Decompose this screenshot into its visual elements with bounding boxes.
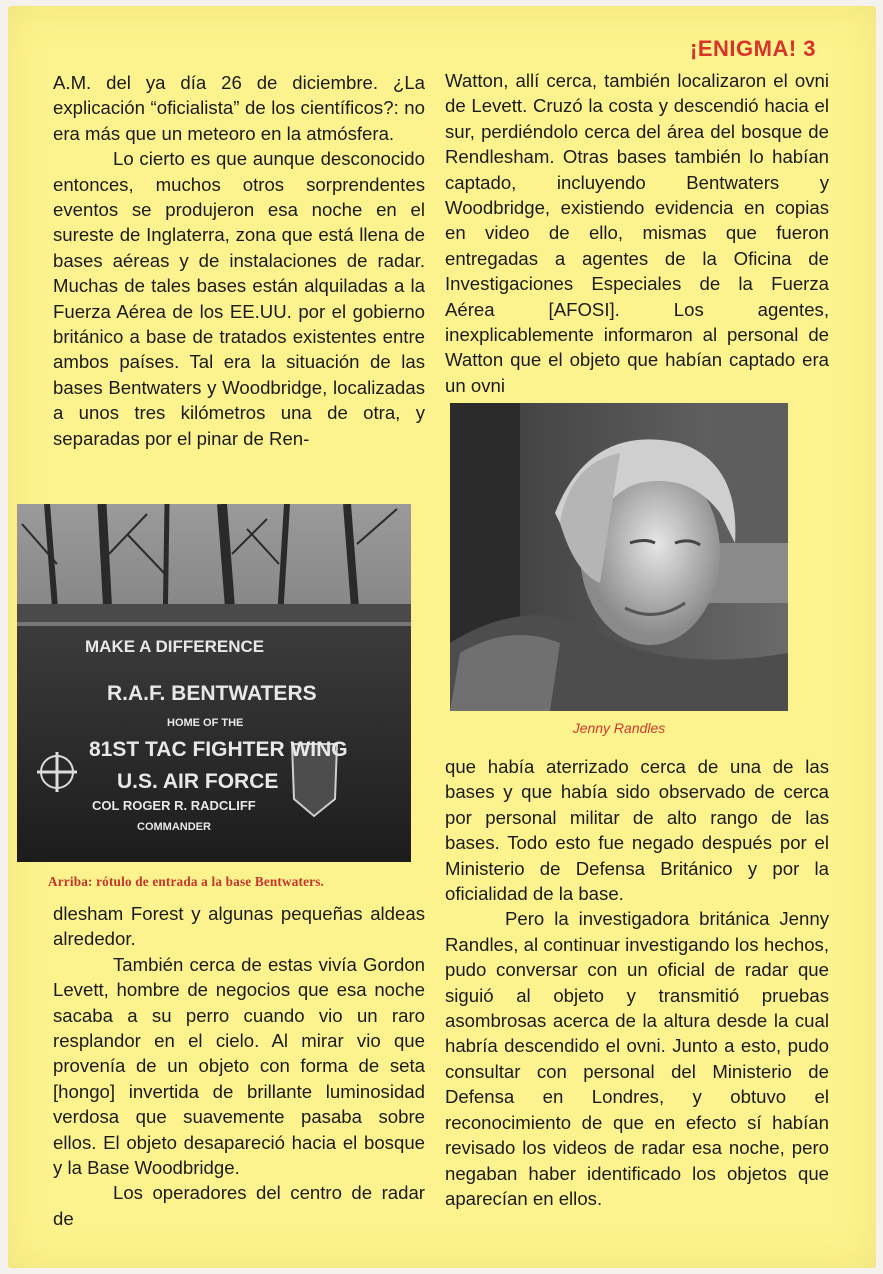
sign-text-airforce: U.S. AIR FORCE: [117, 770, 279, 793]
sign-text-commander-name: COL ROGER R. RADCLIFF: [92, 798, 256, 813]
portrait-photo-graphic: [450, 403, 788, 711]
sign-text-wing: 81ST TAC FIGHTER WING: [89, 738, 348, 761]
paragraph: que había aterrizado cerca de una de las bases y que había sido observado de cerca por personal militar de alto rango de las bases. Todo esto fue negado después por el Ministerio de Defensa Británico y por la oficialidad de la base.: [445, 756, 829, 905]
section-header: ¡ENIGMA! 3: [690, 36, 816, 61]
sign-text-commander-title: COMMANDER: [137, 821, 211, 833]
sign-photo-caption: Arriba: rótulo de entrada a la base Bentwaters.: [48, 874, 325, 889]
paragraph: Los operadores del centro de radar de: [53, 1182, 425, 1229]
paragraph: Watton, allí cerca, también localizaron el ovni de Levett. Cruzó la costa y descendió hacia el sur, perdiéndolo cerca del área del bosque de Rendlesham. Otras bases también lo habían captado, incluyendo Bentwaters y Woodbridge, existiendo evidencia en copias en video de ello, mismas que fueron entregadas a agentes de la Oficina de Investigaciones Especiales de la Fuerza Aérea [AFOSI]. Los agentes, inexplicablemente informaron al personal de Watton que el objeto que habían captado era un ovni: [445, 70, 829, 396]
left-column-bottom: [53, 901, 425, 1231]
portrait-caption: Jenny Randles: [572, 720, 666, 736]
paragraph: A.M. del ya día 26 de diciembre. ¿La explicación “oficialista” de los científicos?: no era más que un meteoro en la atmósfera.: [53, 72, 425, 144]
paragraph: dlesham Forest y algunas pequeñas aldeas alrededor.: [53, 903, 425, 950]
magazine-page: [8, 6, 876, 1268]
bentwaters-sign-photo: [17, 504, 411, 862]
right-column-bottom: [445, 754, 829, 1211]
paragraph: Pero la investigadora británica Jenny Randles, al continuar investigando los hechos, pudo conversar con un oficial de radar que siguió al objeto y transmitió pruebas asombrosas acerca de la altura desde la cual habría descendido el ovni. Junto a esto, pudo consultar con personal del Ministerio de Defensa en Londres, y obtuvo el reconocimiento de que en efecto sí habían revisado los videos de radar esa noche, pero negaban haber identificado los objetos que aparecían en ellos.: [445, 908, 829, 1209]
paragraph: También cerca de estas vivía Gordon Levett, hombre de negocios que esa noche sacaba a su perro cuando vio un raro resplandor en el cielo. Al mirar vio que provenía de un objeto con forma de seta [hongo] invertida de brillante luminosidad verdosa que suavemente pasaba sobre ellos. El objeto desapareció hacia el bosque y la Base Woodbridge.: [53, 953, 425, 1179]
sign-text-home: HOME OF THE: [167, 717, 244, 729]
sign-text-base: R.A.F. BENTWATERS: [107, 682, 317, 705]
left-column-top: [53, 70, 425, 451]
right-column-top: [445, 68, 829, 398]
sign-photo-graphic: [17, 504, 411, 862]
sign-text-motto: MAKE A DIFFERENCE: [85, 637, 265, 656]
paragraph: Lo cierto es que aunque desconocido entonces, muchos otros sorprendentes eventos se produjeron esa noche en el sureste de Inglaterra, zona que está llena de bases aéreas y de instalaciones de radar. Muchas de tales bases están alquiladas a la Fuerza Aérea de los EE.UU. por el gobierno británico a base de tratados existentes entre ambos países. Tal era la situación de las bases Bentwaters y Woodbridge, localizadas a unos tres kilómetros una de otra, y separadas por el pinar de Ren-: [53, 148, 425, 449]
jenny-randles-portrait-photo: [450, 403, 788, 711]
